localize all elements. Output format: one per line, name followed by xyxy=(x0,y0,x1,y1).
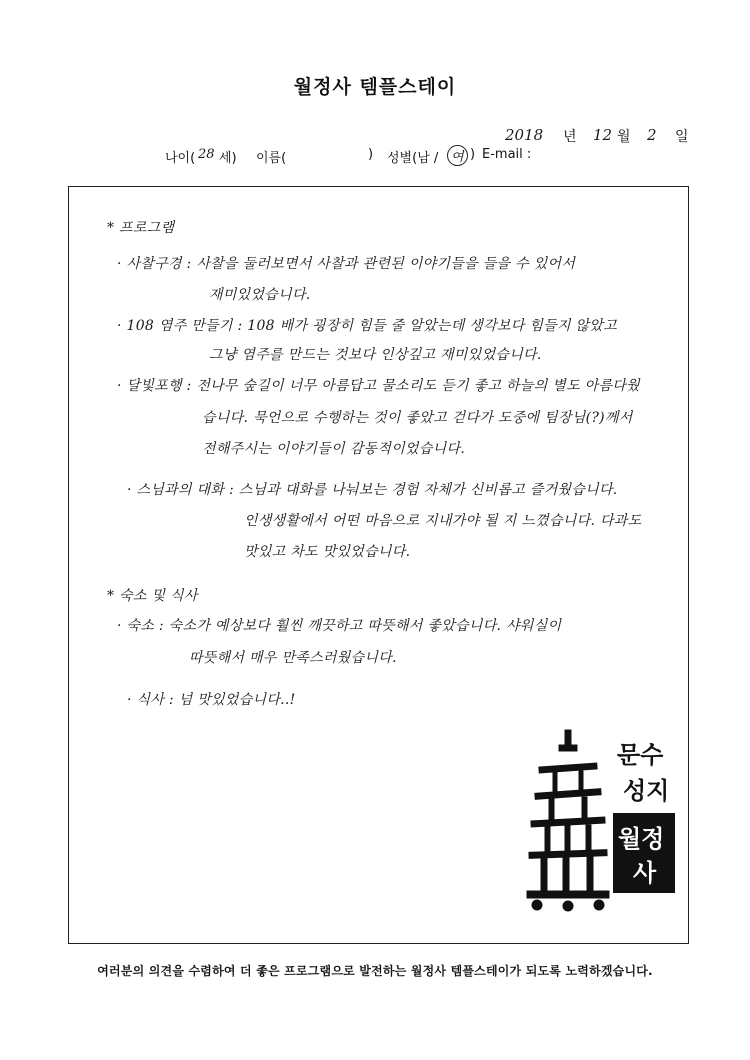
date-day-unit: 일 xyxy=(675,129,689,145)
date-month: 12 xyxy=(593,126,613,144)
date-year: 2018 xyxy=(505,126,544,144)
lodging-line: · 식사 : 넘 맛있었습니다..! xyxy=(127,692,296,708)
age-suffix: 세) xyxy=(219,151,237,166)
age-label: 나이( xyxy=(165,151,196,166)
respondent-info xyxy=(165,144,645,166)
email-label: E-mail : xyxy=(482,147,532,162)
program-line: 재미있었습니다. xyxy=(209,287,311,303)
gender-label: 성별(남 / xyxy=(387,151,439,166)
program-line: · 스님과의 대화 : 스님과 대화를 나눠보는 경험 자체가 신비롭고 즐거웠습니다. xyxy=(127,482,618,498)
pagoda-icon xyxy=(525,725,690,915)
name-close: ) xyxy=(368,147,374,162)
date-day: 2 xyxy=(647,126,657,144)
seal-text-box1: 월정 xyxy=(618,824,665,853)
program-line: · 달빛포행 : 전나무 숲길이 너무 아름답고 물소리도 듣기 좋고 하늘의 별도 아름다웠 xyxy=(117,378,640,394)
program-line: · 사찰구경 : 사찰을 둘러보면서 사찰과 관련된 이야기들을 들을 수 있어서 xyxy=(117,256,576,272)
lodging-line: · 숙소 : 숙소가 예상보다 훨씬 깨끗하고 따뜻해서 좋았습니다. 샤워실이 xyxy=(117,618,562,634)
program-line: 그냥 염주를 만드는 것보다 인상깊고 재미있었습니다. xyxy=(209,347,542,363)
name-label: 이름( xyxy=(256,151,287,166)
date-year-unit: 년 xyxy=(563,129,577,145)
section-heading-program: * 프로그램 xyxy=(107,220,175,236)
woljeongsa-seal xyxy=(525,725,690,915)
program-line: 습니다. 묵언으로 수행하는 것이 좋았고 걷다가 도중에 팀장님(?)께서 xyxy=(202,410,633,426)
lodging-line: 따뜻해서 매우 만족스러웠습니다. xyxy=(189,650,397,666)
seal-text-line1: 문수 xyxy=(617,740,664,769)
section-heading-lodging: * 숙소 및 식사 xyxy=(107,588,198,604)
seal-text-box2: 사 xyxy=(633,858,657,887)
gender-close: ) xyxy=(470,147,476,162)
seal-text-line2: 성지 xyxy=(623,776,670,805)
page-title: 월정사 템플스테이 xyxy=(293,76,457,98)
program-line: · 108 염주 만들기 : 108 배가 굉장히 힘들 줄 알았는데 생각보다 힘들지 않았고 xyxy=(117,318,618,334)
program-line: 맛있고 차도 맛있었습니다. xyxy=(244,544,411,560)
program-line: 전해주시는 이야기들이 감동적이었습니다. xyxy=(202,441,466,457)
footer-note: 여러분의 의견을 수렴하여 더 좋은 프로그램으로 발전하는 월정사 템플스테이가 되도록 노력하겠습니다. xyxy=(97,964,653,978)
date-month-unit: 월 xyxy=(617,129,631,145)
gender-value: 여 xyxy=(447,145,468,166)
age-value: 28 xyxy=(198,147,215,162)
program-line: 인생생활에서 어떤 마음으로 지내가야 될 지 느꼈습니다. 다과도 xyxy=(244,513,642,529)
